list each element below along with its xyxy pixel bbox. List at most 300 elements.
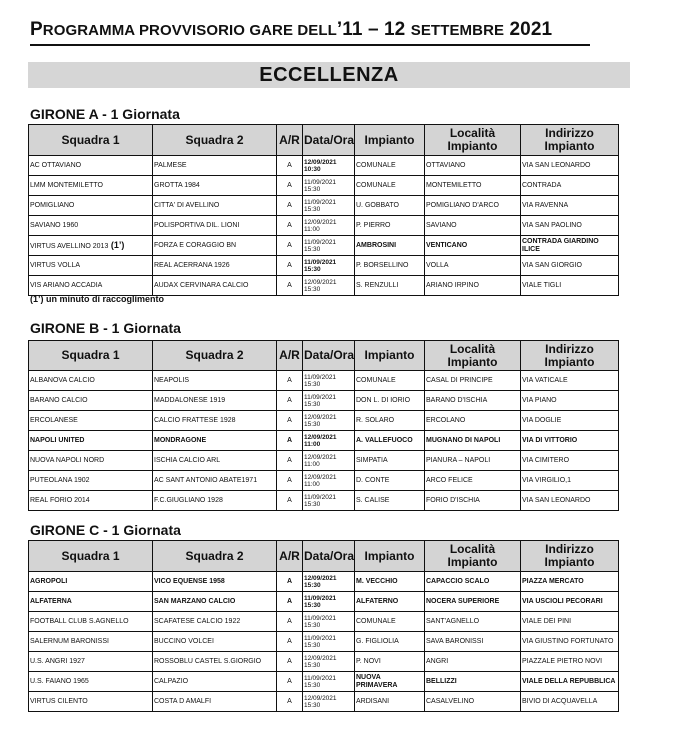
- impianto-text: A. VALLEFUOCO: [356, 436, 413, 444]
- cell-ar: [277, 692, 303, 712]
- squadra2-text: AUDAX CERVINARA CALCIO: [154, 281, 249, 289]
- cell-dataora: [303, 411, 355, 431]
- cell-squadra2: [153, 672, 277, 692]
- cell-impianto: [355, 471, 425, 491]
- cell-squadra2: [153, 592, 277, 612]
- cell-squadra1: [29, 431, 153, 451]
- squadra2-text: CITTA' DI AVELLINO: [154, 201, 220, 209]
- table-row: [29, 652, 619, 672]
- header-localita: Località Impianto: [425, 541, 521, 572]
- match-time: 15:30: [304, 420, 321, 428]
- match-date: 12/09/2021: [304, 453, 337, 461]
- cell-indirizzo: [521, 431, 619, 451]
- cell-localita: [425, 612, 521, 632]
- cell-ar: [277, 411, 303, 431]
- match-time: 11:00: [304, 460, 320, 468]
- indirizzo-text: VIA SAN GIORGIO: [522, 261, 582, 269]
- impianto-text: COMUNALE: [356, 617, 396, 625]
- girone-c-title: GIRONE C - 1 Giornata: [30, 522, 181, 538]
- localita-text: ANGRI: [426, 657, 449, 665]
- cell-squadra2: [153, 572, 277, 592]
- cell-squadra1: [29, 451, 153, 471]
- match-time: 15:30: [304, 185, 321, 193]
- match-time: 15:30: [304, 661, 321, 669]
- impianto-text: M. VECCHIO: [356, 577, 398, 585]
- squadra2-text: BUCCINO VOLCEI: [154, 637, 214, 645]
- cell-localita: [425, 176, 521, 196]
- cell-squadra1: [29, 256, 153, 276]
- indirizzo-text: BIVIO DI ACQUAVELLA: [522, 697, 598, 705]
- impianto-text: COMUNALE: [356, 376, 396, 384]
- cell-squadra2: [153, 176, 277, 196]
- cell-impianto: [355, 371, 425, 391]
- girone-a-note: (1’) un minuto di raccoglimento: [30, 294, 165, 304]
- match-time: 15:30: [304, 601, 321, 609]
- match-date: 12/09/2021: [304, 278, 337, 286]
- squadra1-text: BARANO CALCIO: [30, 396, 88, 404]
- table-row: [29, 256, 619, 276]
- cell-squadra2: [153, 491, 277, 511]
- localita-text: ARIANO IRPINO: [426, 281, 479, 289]
- table-header-row: [29, 541, 619, 572]
- impianto-text: D. CONTE: [356, 476, 390, 484]
- cell-impianto: [355, 391, 425, 411]
- match-date: 12/09/2021: [304, 473, 337, 481]
- cell-squadra2: [153, 256, 277, 276]
- localita-text: FORIO D'ISCHIA: [426, 496, 480, 504]
- squadra2-text: POLISPORTIVA DIL. LIONI: [154, 221, 240, 229]
- squadra2-text: MADDALONESE 1919: [154, 396, 226, 404]
- squadra2-text: NEAPOLIS: [154, 376, 190, 384]
- squadra1-text: REAL FORIO 2014: [30, 496, 90, 504]
- cell-impianto: [355, 236, 425, 256]
- impianto-text: S. RENZULLI: [356, 281, 399, 289]
- indirizzo-text: VIA PIANO: [522, 396, 557, 404]
- squadra2-text: GROTTA 1984: [154, 181, 200, 189]
- cell-ar: [277, 256, 303, 276]
- cell-impianto: [355, 216, 425, 236]
- localita-text: ERCOLANO: [426, 416, 466, 424]
- ar-text: A: [287, 181, 292, 189]
- ar-text: A: [287, 637, 292, 645]
- ar-text: A: [287, 416, 292, 424]
- header-impianto: Impianto: [355, 541, 425, 572]
- cell-squadra1: [29, 236, 153, 256]
- cell-dataora: [303, 256, 355, 276]
- cell-indirizzo: [521, 471, 619, 491]
- cell-dataora: [303, 431, 355, 451]
- localita-text: OTTAVIANO: [426, 161, 466, 169]
- header-ar: A/R: [277, 341, 303, 371]
- cell-squadra1: [29, 411, 153, 431]
- match-date: 11/09/2021: [304, 198, 337, 206]
- cell-dataora: [303, 632, 355, 652]
- girone-a-table: [28, 124, 619, 296]
- cell-localita: [425, 592, 521, 612]
- table-header-row: [29, 341, 619, 371]
- cell-impianto: [355, 491, 425, 511]
- squadra1-text: SAVIANO 1960: [30, 221, 79, 229]
- cell-impianto: [355, 451, 425, 471]
- cell-ar: [277, 592, 303, 612]
- cell-squadra1: [29, 592, 153, 612]
- cell-dataora: [303, 156, 355, 176]
- ar-text: A: [287, 396, 292, 404]
- cell-impianto: [355, 411, 425, 431]
- cell-indirizzo: [521, 652, 619, 672]
- ar-text: A: [287, 261, 292, 269]
- indirizzo-text: CONTRADA: [522, 181, 562, 189]
- cell-indirizzo: [521, 236, 619, 256]
- match-date: 12/09/2021: [304, 413, 337, 421]
- cell-localita: [425, 411, 521, 431]
- impianto-text: NUOVA PRIMAVERA: [356, 673, 398, 689]
- cell-impianto: [355, 276, 425, 296]
- match-time: 15:30: [304, 205, 321, 213]
- match-time: 15:30: [304, 285, 321, 293]
- table-row: [29, 216, 619, 236]
- cell-ar: [277, 236, 303, 256]
- cell-squadra1: [29, 672, 153, 692]
- match-date: 11/09/2021: [304, 258, 337, 266]
- page-title: PROGRAMMA PROVVISORIO GARE DELL’11 – 12 SETTEMBRE 2021: [30, 18, 590, 46]
- squadra1-text: SALERNUM BARONISSI: [30, 637, 109, 645]
- match-time: 15:30: [304, 265, 321, 273]
- cell-squadra1: [29, 176, 153, 196]
- squadra1-text: U.S. FAIANO 1965: [30, 677, 89, 685]
- cell-indirizzo: [521, 276, 619, 296]
- cell-ar: [277, 176, 303, 196]
- cell-ar: [277, 471, 303, 491]
- cell-squadra2: [153, 612, 277, 632]
- cell-dataora: [303, 371, 355, 391]
- header-dataora: Data/Ora: [303, 341, 355, 371]
- ar-text: A: [286, 597, 293, 605]
- indirizzo-text: PIAZZA MERCATO: [522, 577, 584, 585]
- squadra2-text: ROSSOBLU CASTEL S.GIORGIO: [154, 657, 262, 665]
- cell-indirizzo: [521, 176, 619, 196]
- match-time: 10:30: [304, 165, 321, 173]
- squadra2-text: VICO EQUENSE 1958: [154, 577, 225, 585]
- header-squadra2: Squadra 2: [153, 125, 277, 156]
- impianto-text: SIMPATIA: [356, 456, 388, 464]
- cell-localita: [425, 572, 521, 592]
- localita-text: POMIGLIANO D'ARCO: [426, 201, 499, 209]
- squadra2-text: PALMESE: [154, 161, 187, 169]
- cell-dataora: [303, 471, 355, 491]
- cell-dataora: [303, 391, 355, 411]
- cell-localita: [425, 692, 521, 712]
- header-indirizzo: Indirizzo Impianto: [521, 541, 619, 572]
- impianto-text: COMUNALE: [356, 161, 396, 169]
- impianto-text: U. GOBBATO: [356, 201, 399, 209]
- localita-text: BELLIZZI: [426, 677, 457, 685]
- impianto-text: P. BORSELLINO: [356, 261, 409, 269]
- impianto-text: ALFATERNO: [356, 597, 399, 605]
- localita-text: CAPACCIO SCALO: [426, 577, 490, 585]
- cell-squadra2: [153, 371, 277, 391]
- impianto-text: P. PIERRO: [356, 221, 391, 229]
- match-date: 11/09/2021: [304, 238, 337, 246]
- table-row: [29, 451, 619, 471]
- cell-squadra1: [29, 692, 153, 712]
- cell-localita: [425, 652, 521, 672]
- cell-indirizzo: [521, 371, 619, 391]
- cell-ar: [277, 652, 303, 672]
- match-time: 15:30: [304, 621, 321, 629]
- table-row: [29, 371, 619, 391]
- squadra2-text: CALCIO FRATTESE 1928: [154, 416, 236, 424]
- header-ar: A/R: [277, 125, 303, 156]
- squadra1-text: POMIGLIANO: [30, 201, 75, 209]
- localita-text: MUGNANO DI NAPOLI: [426, 436, 501, 444]
- cell-impianto: [355, 692, 425, 712]
- squadra2-text: AC SANT ANTONIO ABATE1971: [154, 476, 258, 484]
- cell-dataora: [303, 276, 355, 296]
- table-row: [29, 411, 619, 431]
- squadra1-text: VIRTUS VOLLA: [30, 261, 81, 269]
- ar-text: A: [287, 221, 292, 229]
- localita-text: SANT'AGNELLO: [426, 617, 480, 625]
- cell-squadra1: [29, 391, 153, 411]
- squadra2-text: COSTA D AMALFI: [154, 697, 212, 705]
- impianto-text: G. FIGLIOLIA: [356, 637, 399, 645]
- squadra2-text: SCAFATESE CALCIO 1922: [154, 617, 241, 625]
- squadra1-text: AC OTTAVIANO: [30, 161, 82, 169]
- table-row: [29, 196, 619, 216]
- cell-indirizzo: [521, 632, 619, 652]
- cell-squadra2: [153, 196, 277, 216]
- cell-indirizzo: [521, 196, 619, 216]
- ar-text: A: [286, 577, 293, 585]
- indirizzo-text: PIAZZALE PIETRO NOVI: [522, 657, 603, 665]
- ar-text: A: [287, 496, 292, 504]
- cell-localita: [425, 236, 521, 256]
- cell-squadra2: [153, 451, 277, 471]
- match-time: 15:30: [304, 581, 321, 589]
- cell-dataora: [303, 612, 355, 632]
- ar-text: A: [287, 657, 292, 665]
- ar-text: A: [287, 376, 292, 384]
- cell-localita: [425, 156, 521, 176]
- cell-ar: [277, 391, 303, 411]
- cell-localita: [425, 632, 521, 652]
- table-row: [29, 491, 619, 511]
- cell-ar: [277, 156, 303, 176]
- match-date: 12/09/2021: [304, 574, 337, 582]
- cell-ar: [277, 572, 303, 592]
- cell-dataora: [303, 236, 355, 256]
- impianto-text: COMUNALE: [356, 181, 396, 189]
- cell-impianto: [355, 652, 425, 672]
- header-ar: A/R: [277, 541, 303, 572]
- header-dataora: Data/Ora: [303, 125, 355, 156]
- ar-text: A: [287, 476, 292, 484]
- cell-ar: [277, 612, 303, 632]
- cell-ar: [277, 276, 303, 296]
- table-row: [29, 692, 619, 712]
- cell-squadra1: [29, 276, 153, 296]
- indirizzo-text: VIA GIUSTINO FORTUNATO: [522, 637, 614, 645]
- header-dataora: Data/Ora: [303, 541, 355, 572]
- cell-squadra1: [29, 632, 153, 652]
- cell-squadra1: [29, 612, 153, 632]
- match-date: 11/09/2021: [304, 373, 337, 381]
- header-squadra1: Squadra 1: [29, 341, 153, 371]
- cell-dataora: [303, 652, 355, 672]
- header-squadra1: Squadra 1: [29, 541, 153, 572]
- header-squadra1: Squadra 1: [29, 125, 153, 156]
- cell-ar: [277, 216, 303, 236]
- match-date: 11/09/2021: [304, 393, 337, 401]
- squadra2-text: REAL ACERRANA 1926: [154, 261, 230, 269]
- table-row: [29, 276, 619, 296]
- cell-impianto: [355, 572, 425, 592]
- cell-localita: [425, 276, 521, 296]
- cell-impianto: [355, 632, 425, 652]
- girone-a-title: GIRONE A - 1 Giornata: [30, 106, 180, 122]
- header-indirizzo: Indirizzo Impianto: [521, 341, 619, 371]
- match-time: 15:30: [304, 400, 321, 408]
- cell-dataora: [303, 672, 355, 692]
- cell-squadra2: [153, 632, 277, 652]
- squadra1-text: ALBANOVA CALCIO: [30, 376, 95, 384]
- cell-indirizzo: [521, 612, 619, 632]
- indirizzo-text: VIALE DELLA REPUBBLICA: [522, 677, 616, 685]
- cell-localita: [425, 371, 521, 391]
- squadra1-text: VIRTUS AVELLINO 2013: [30, 242, 109, 250]
- match-time: 11:00: [304, 440, 321, 448]
- cell-dataora: [303, 176, 355, 196]
- cell-localita: [425, 451, 521, 471]
- match-time: 11:00: [304, 480, 320, 488]
- cell-indirizzo: [521, 451, 619, 471]
- header-localita: Località Impianto: [425, 341, 521, 371]
- cell-localita: [425, 491, 521, 511]
- cell-ar: [277, 491, 303, 511]
- girone-b-table: [28, 340, 619, 511]
- squadra1-text: ALFATERNA: [30, 597, 72, 605]
- cell-dataora: [303, 692, 355, 712]
- match-time: 15:30: [304, 641, 321, 649]
- match-date: 11/09/2021: [304, 674, 337, 682]
- impianto-text: AMBROSINI: [356, 241, 397, 249]
- squadra1-text: NUOVA NAPOLI NORD: [30, 456, 105, 464]
- table-row: [29, 672, 619, 692]
- header-squadra2: Squadra 2: [153, 341, 277, 371]
- squadra1-text: VIRTUS CILENTO: [30, 697, 88, 705]
- header-squadra2: Squadra 2: [153, 541, 277, 572]
- impianto-text: P. NOVI: [356, 657, 381, 665]
- squadra2-text: SAN MARZANO CALCIO: [154, 597, 236, 605]
- cell-ar: [277, 371, 303, 391]
- ar-text: A: [287, 677, 292, 685]
- cell-dataora: [303, 572, 355, 592]
- match-date: 12/09/2021: [304, 654, 337, 662]
- indirizzo-text: VIA RAVENNA: [522, 201, 569, 209]
- match-time: 15:30: [304, 245, 321, 253]
- header-impianto: Impianto: [355, 341, 425, 371]
- cell-indirizzo: [521, 692, 619, 712]
- match-date: 11/09/2021: [304, 594, 337, 602]
- cell-squadra2: [153, 236, 277, 256]
- cell-indirizzo: [521, 391, 619, 411]
- cell-impianto: [355, 612, 425, 632]
- ar-text: A: [287, 241, 292, 249]
- cell-squadra2: [153, 652, 277, 672]
- girone-c-table: [28, 540, 619, 712]
- table-row: [29, 176, 619, 196]
- squadra1-text: LMM MONTEMILETTO: [30, 181, 103, 189]
- cell-indirizzo: [521, 216, 619, 236]
- cell-squadra1: [29, 156, 153, 176]
- indirizzo-text: VIA USCIOLI PECORARI: [522, 597, 603, 605]
- squadra2-text: MONDRAGONE: [154, 436, 207, 444]
- cell-indirizzo: [521, 572, 619, 592]
- cell-squadra2: [153, 391, 277, 411]
- header-indirizzo: Indirizzo Impianto: [521, 125, 619, 156]
- table-row: [29, 471, 619, 491]
- cell-localita: [425, 672, 521, 692]
- cell-impianto: [355, 156, 425, 176]
- cell-squadra1: [29, 491, 153, 511]
- cell-localita: [425, 471, 521, 491]
- cell-ar: [277, 196, 303, 216]
- cell-localita: [425, 216, 521, 236]
- cell-impianto: [355, 196, 425, 216]
- table-row: [29, 391, 619, 411]
- cell-squadra1: [29, 471, 153, 491]
- squadra2-text: ISCHIA CALCIO ARL: [154, 456, 221, 464]
- squadra1-text: VIS ARIANO ACCADIA: [30, 281, 103, 289]
- localita-text: SAVA BARONISSI: [426, 637, 484, 645]
- indirizzo-text: VIALE DEI PINI: [522, 617, 572, 625]
- table-row: [29, 592, 619, 612]
- cell-dataora: [303, 451, 355, 471]
- cell-squadra2: [153, 156, 277, 176]
- impianto-text: R. SOLARO: [356, 416, 395, 424]
- table-row: [29, 156, 619, 176]
- cell-indirizzo: [521, 411, 619, 431]
- localita-text: CASALVELINO: [426, 697, 475, 705]
- cell-indirizzo: [521, 672, 619, 692]
- cell-indirizzo: [521, 156, 619, 176]
- cell-localita: [425, 431, 521, 451]
- cell-dataora: [303, 196, 355, 216]
- ar-text: A: [287, 697, 292, 705]
- indirizzo-text: VIA VATICALE: [522, 376, 568, 384]
- match-date: 12/09/2021: [304, 694, 337, 702]
- indirizzo-text: VIALE TIGLI: [522, 281, 562, 289]
- cell-indirizzo: [521, 256, 619, 276]
- table-row: [29, 431, 619, 451]
- cell-squadra1: [29, 216, 153, 236]
- cell-squadra1: [29, 371, 153, 391]
- impianto-text: DON L. DI IORIO: [356, 396, 411, 404]
- squadra1-text: PUTEOLANA 1902: [30, 476, 90, 484]
- match-time: 15:30: [304, 681, 321, 689]
- localita-text: VOLLA: [426, 261, 449, 269]
- match-date: 11/09/2021: [304, 634, 337, 642]
- match-date: 12/09/2021: [304, 158, 337, 166]
- cell-impianto: [355, 431, 425, 451]
- indirizzo-text: VIA VIRGILIO,1: [522, 476, 572, 484]
- ar-text: A: [287, 617, 292, 625]
- localita-text: CASAL DI PRINCIPE: [426, 376, 493, 384]
- cell-indirizzo: [521, 592, 619, 612]
- squadra2-text: CALPAZIO: [154, 677, 189, 685]
- cell-dataora: [303, 592, 355, 612]
